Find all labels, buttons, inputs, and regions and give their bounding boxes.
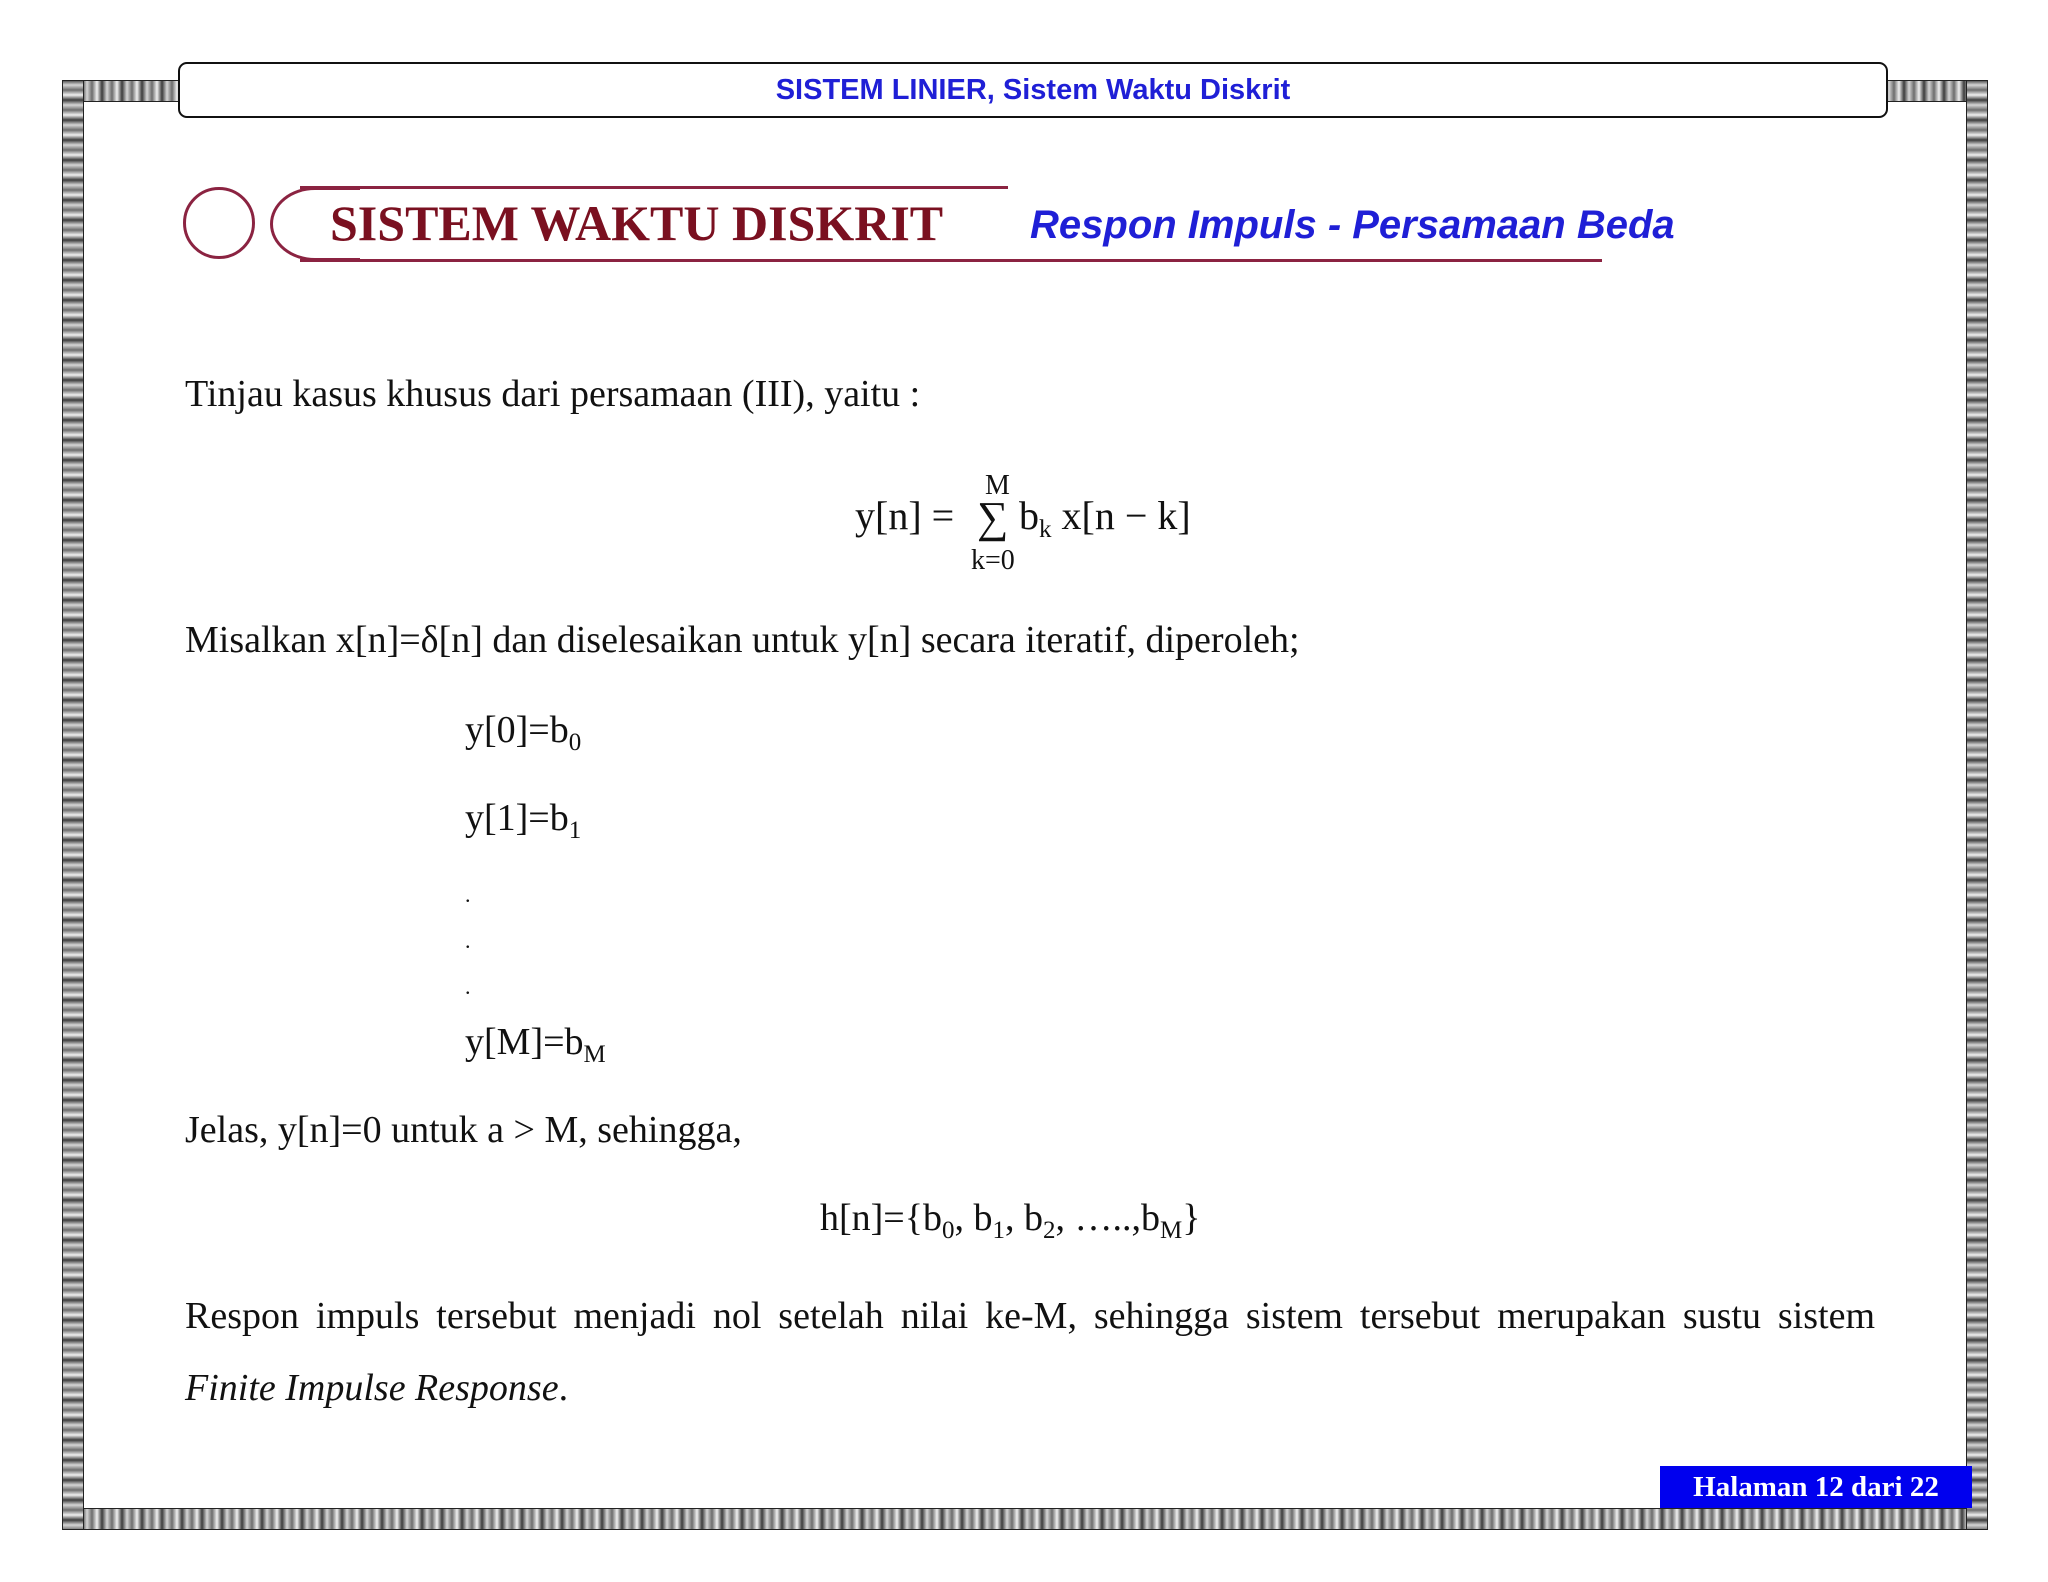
- h-part-5: }: [1182, 1197, 1201, 1239]
- equation-rhs: [1019, 492, 1191, 543]
- iter-line-1: [465, 796, 581, 842]
- iter-lhs-1: y[1]=b: [465, 797, 569, 839]
- ellipsis-dot-3: .: [465, 974, 471, 999]
- circle-ornament: [183, 187, 255, 259]
- border-left: [62, 80, 84, 1530]
- h-sub-4: M: [1159, 1217, 1183, 1244]
- iter-sub-0: 0: [568, 729, 582, 756]
- coef-b: b: [1019, 493, 1039, 538]
- final-italic: Finite Impulse Response: [185, 1367, 559, 1410]
- running-header: [178, 62, 1888, 118]
- h-sub-3: 2: [1042, 1217, 1056, 1244]
- final-paragraph: [185, 1280, 1875, 1424]
- h-part-2: , b: [954, 1197, 993, 1239]
- border-right: [1966, 80, 1988, 1530]
- coef-sub: k: [1039, 516, 1052, 543]
- iter-line-M: [465, 1020, 606, 1066]
- h-part-3: , b: [1004, 1197, 1043, 1239]
- iter-line-0: [465, 708, 581, 754]
- equation-rest: x[n − k]: [1061, 493, 1191, 538]
- ellipsis-dot-2: .: [465, 928, 471, 953]
- iter-sub-M: M: [583, 1041, 606, 1068]
- sum-upper-limit: M: [985, 470, 1010, 501]
- border-bottom: [62, 1508, 1988, 1530]
- sigma-symbol: ∑: [977, 493, 1009, 542]
- iter-lhs-M: y[M]=b: [465, 1021, 584, 1063]
- page-indicator: [1660, 1466, 1972, 1508]
- final-text: Respon impuls tersebut menjadi nol setelah nilai ke-M, sehingga sistem tersebut merupakan sustu sistem: [185, 1295, 1875, 1337]
- title-line-top: [300, 186, 1008, 189]
- h-sub-2: 1: [992, 1217, 1005, 1244]
- iter-sub-1: 1: [568, 817, 582, 844]
- sum-lower-limit: k=0: [971, 545, 1015, 576]
- title-line-bottom: [300, 259, 1602, 262]
- equation-lhs: y[n] =: [855, 493, 955, 538]
- intro-paragraph: Tinjau kasus khusus dari persamaan (III), yaitu :: [185, 373, 921, 415]
- conclusion-paragraph: Jelas, y[n]=0 untuk a > M, sehingga,: [185, 1109, 742, 1151]
- h-part-4: , …..,b: [1055, 1197, 1160, 1239]
- iter-lhs-0: y[0]=b: [465, 709, 569, 751]
- final-end: .: [558, 1367, 569, 1410]
- impulse-response-equation: [820, 1196, 1200, 1242]
- page-subtitle: Respon Impuls - Persamaan Beda: [1030, 203, 1675, 247]
- page-title: SISTEM WAKTU DISKRIT: [330, 195, 944, 251]
- header-text: SISTEM LINIER, Sistem Waktu Diskrit: [775, 73, 1291, 106]
- h-sub-1: 0: [941, 1217, 955, 1244]
- page-indicator-text: Halaman 12 dari 22: [1693, 1470, 1939, 1503]
- ellipsis-dot-1: .: [465, 882, 471, 907]
- iteration-paragraph: Misalkan x[n]=δ[n] dan diselesaikan untuk y[n] secara iteratif, diperoleh;: [185, 619, 1300, 661]
- h-part-1: h[n]={b: [820, 1197, 942, 1239]
